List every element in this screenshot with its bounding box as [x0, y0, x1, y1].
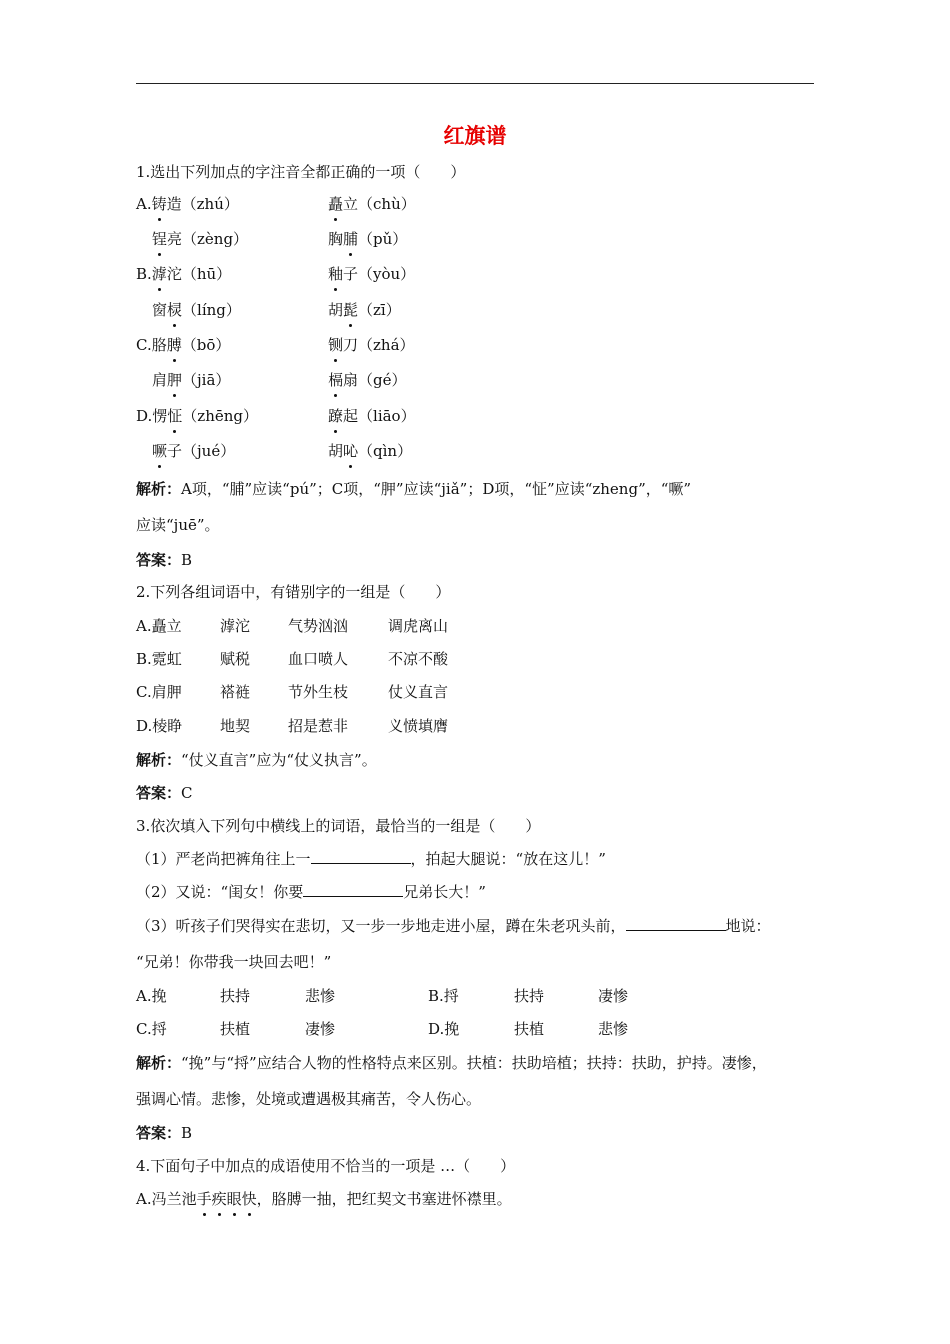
q3-sentence-3-cont: “兄弟！你带我一块回去吧！” — [136, 953, 332, 971]
q2-a-3: 气势汹汹 — [288, 617, 349, 635]
blank-3 — [626, 916, 726, 931]
q3-opt-10: D.挽 — [428, 1020, 460, 1038]
q3-stem: 3.依次填入下列句中横线上的词语，最恰当的一组是（ ） — [136, 817, 541, 835]
q2-a-1: A.矗立 — [136, 617, 182, 635]
q3-opt-7: C.捋 — [136, 1020, 167, 1038]
q3-opt-2: 扶持 — [220, 987, 251, 1005]
q3-opt-5: 扶持 — [514, 987, 545, 1005]
q2-analysis: 解析：“仗义直言”应为“仗义执言”。 — [136, 751, 377, 769]
header-rule — [136, 83, 814, 84]
q3-opt-6: 凄惨 — [598, 987, 629, 1005]
q1-option-c-1: C.胳膊（bō） — [136, 333, 230, 357]
q2-c-2: 褡裢 — [220, 683, 251, 701]
q2-answer: 答案：C — [136, 784, 193, 802]
q2-b-2: 赋税 — [220, 650, 251, 668]
q3-opt-1: A.挽 — [136, 987, 167, 1005]
q1-option-a-2: 矗立（chù） — [328, 192, 416, 216]
q3-sentence-3: （3）听孩子们哭得实在悲切，又一步一步地走进小屋，蹲在朱老巩头前， 地说： — [136, 917, 771, 935]
q1-option-a-4: 胸脯（pǔ） — [328, 227, 407, 251]
q3-analysis-cont: 强调心情。悲惨，处境或遭遇极其痛苦，令人伤心。 — [136, 1090, 482, 1108]
q1-option-c-4: 槅扇（gé） — [328, 368, 407, 392]
q1-analysis-cont: 应读“juē”。 — [136, 516, 220, 534]
q3-opt-3: 悲惨 — [305, 987, 336, 1005]
q1-option-b-1: B.滹沱（hū） — [136, 262, 231, 286]
q2-c-4: 仗义直言 — [388, 683, 449, 701]
q1-stem: 1.选出下列加点的字注音全都正确的一项（ ） — [136, 163, 466, 181]
q2-b-1: B.霓虹 — [136, 650, 182, 668]
q4-option-a: A.冯兰池手疾眼快，胳膊一抽，把红契文书塞进怀襟里。 — [136, 1187, 512, 1211]
q1-answer: 答案：B — [136, 551, 193, 569]
blank-2 — [303, 882, 403, 897]
q2-a-4: 调虎离山 — [388, 617, 449, 635]
q2-stem: 2.下列各组词语中，有错别字的一组是（ ） — [136, 583, 451, 601]
q2-d-4: 义愤填膺 — [388, 717, 449, 735]
q3-opt-12: 悲惨 — [598, 1020, 629, 1038]
q2-d-3: 招是惹非 — [288, 717, 349, 735]
q1-option-d-3: 噘子（jué） — [152, 439, 235, 463]
blank-1 — [311, 849, 411, 864]
q4-stem: 4.下面句子中加点的成语使用不恰当的一项是 …（ ） — [136, 1157, 516, 1175]
q2-d-1: D.棱睁 — [136, 717, 183, 735]
q3-sentence-1: （1）严老尚把裤角往上一 ，拍起大腿说：“放在这儿！” — [136, 850, 606, 868]
q1-option-a-1: A.铸造（zhú） — [136, 192, 239, 216]
q3-analysis: 解析：“挽”与“捋”应结合人物的性格特点来区别。扶植：扶助培植；扶持：扶助，护持。凄惨， — [136, 1054, 767, 1072]
q2-c-3: 节外生枝 — [288, 683, 349, 701]
q2-a-2: 滹沱 — [220, 617, 251, 635]
q1-option-b-3: 窗棂（líng） — [152, 298, 241, 322]
q3-opt-8: 扶植 — [220, 1020, 251, 1038]
q2-c-1: C.肩胛 — [136, 683, 182, 701]
q2-b-3: 血口喷人 — [288, 650, 349, 668]
q1-analysis: 解析：A项，“脯”应读“pú”；C项，“胛”应读“jiǎ”；D项，“怔”应读“zheng”，“噘” — [136, 480, 692, 498]
q2-b-4: 不凉不酸 — [388, 650, 449, 668]
q1-option-a-3: 锃亮（zèng） — [152, 227, 248, 251]
q1-option-d-1: D.愣怔（zhēng） — [136, 404, 258, 428]
q1-option-c-2: 铡刀（zhá） — [328, 333, 415, 357]
q2-d-2: 地契 — [220, 717, 251, 735]
q1-option-c-3: 肩胛（jiā） — [152, 368, 230, 392]
q3-answer: 答案：B — [136, 1124, 193, 1142]
q1-option-b-2: 釉子（yòu） — [328, 262, 415, 286]
q1-option-d-4: 胡吣（qìn） — [328, 439, 412, 463]
page-title: 红旗谱 — [443, 124, 507, 148]
q1-option-b-4: 胡髭（zī） — [328, 298, 401, 322]
q3-opt-11: 扶植 — [514, 1020, 545, 1038]
q3-opt-9: 凄惨 — [305, 1020, 336, 1038]
q3-sentence-2: （2）又说：“闺女！你要 兄弟长大！” — [136, 883, 486, 901]
q1-option-d-2: 蹽起（liāo） — [328, 404, 416, 428]
q3-opt-4: B.捋 — [428, 987, 459, 1005]
